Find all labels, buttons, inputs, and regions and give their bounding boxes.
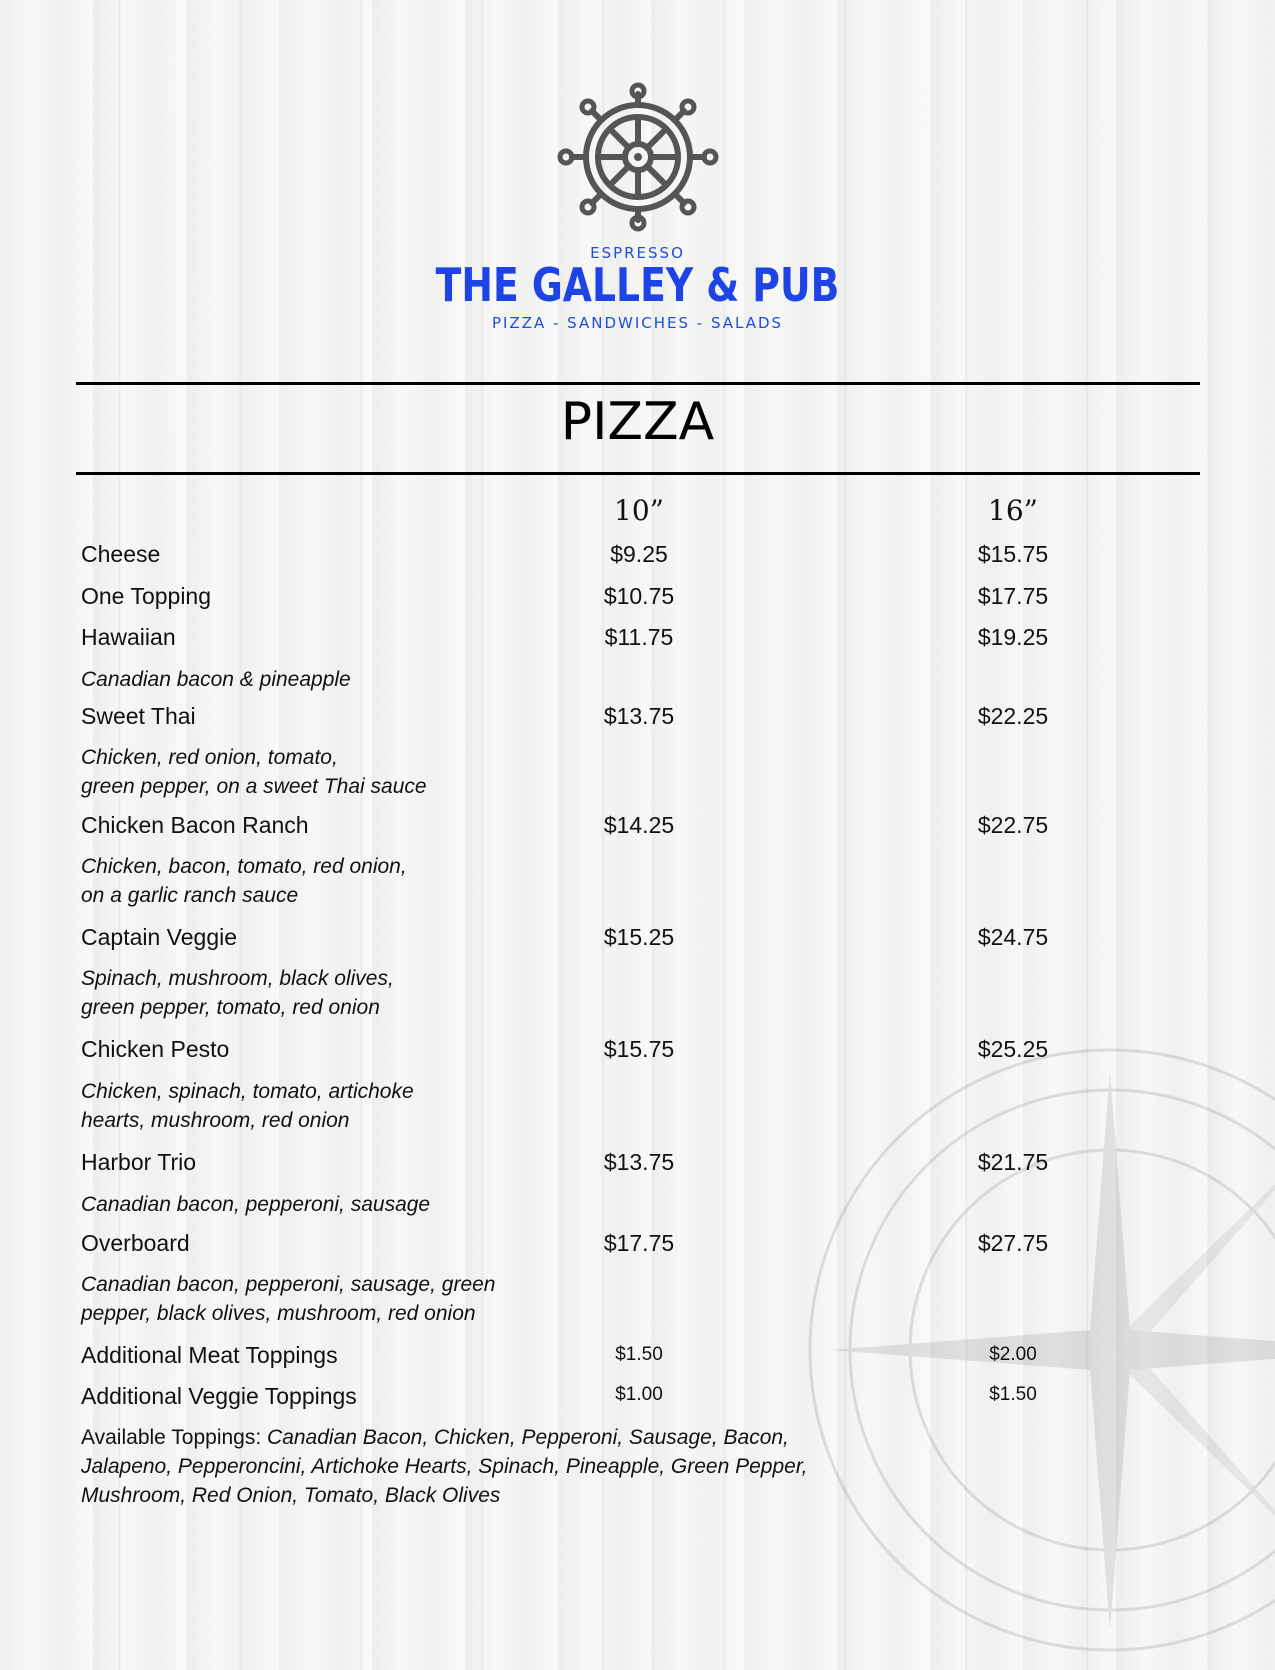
item-name: Overboard <box>81 1230 190 1256</box>
item-name: Chicken Pesto <box>81 1036 230 1062</box>
item-description: Canadian bacon & pineapple <box>81 668 351 691</box>
price-10: $13.75 <box>603 1149 675 1175</box>
item-name: Hawaiian <box>81 624 176 650</box>
price-16: $22.25 <box>977 703 1049 729</box>
ship-wheel-icon <box>550 82 726 232</box>
extra-price-16: $2.00 <box>989 1344 1037 1365</box>
divider-top <box>76 382 1200 385</box>
size-header-16: 16” <box>988 494 1038 527</box>
item-name: Chicken Bacon Ranch <box>81 812 309 838</box>
price-10: $10.75 <box>603 583 675 609</box>
price-16: $25.25 <box>977 1036 1049 1062</box>
section-title: PIZZA <box>560 392 715 452</box>
price-16: $22.75 <box>977 812 1049 838</box>
available-toppings <box>81 1423 881 1510</box>
item-description: Chicken, spinach, tomato, artichoke hearts, mushroom, red onion <box>81 1080 414 1132</box>
brand-name: THE GALLEY & PUB <box>435 258 840 312</box>
brand-tagline-top: ESPRESSO <box>590 244 685 262</box>
extra-price-16: $1.50 <box>989 1384 1037 1405</box>
price-16: $27.75 <box>977 1230 1049 1256</box>
item-description: Spinach, mushroom, black olives, green pepper, tomato, red onion <box>81 967 394 1019</box>
price-10: $15.25 <box>603 924 675 950</box>
price-10: $15.75 <box>603 1036 675 1062</box>
price-10: $11.75 <box>604 624 674 650</box>
item-description: Chicken, bacon, tomato, red onion, on a garlic ranch sauce <box>81 855 407 907</box>
extra-price-10: $1.50 <box>615 1344 663 1365</box>
price-10: $13.75 <box>603 703 675 729</box>
item-name: Captain Veggie <box>81 924 238 950</box>
available-toppings-list: Canadian Bacon, Chicken, Pepperoni, Sausage, Bacon, Jalapeno, Pepperoncini, Artichoke Hearts, Spinach, Pineapple, Green Pepper, Mushroom, Red Onion, Tomato, Black Olives <box>81 1426 808 1507</box>
size-header-10: 10” <box>614 494 664 527</box>
item-description: Chicken, red onion, tomato, green pepper, on a sweet Thai sauce <box>81 746 427 798</box>
item-name: Harbor Trio <box>81 1149 197 1175</box>
item-description: Canadian bacon, pepperoni, sausage, green pepper, black olives, mushroom, red onion <box>81 1273 496 1325</box>
price-10: $9.25 <box>610 541 668 567</box>
brand-tagline-bottom: PIZZA - SANDWICHES - SALADS <box>491 314 784 332</box>
item-name: One Topping <box>81 583 212 609</box>
price-16: $21.75 <box>977 1149 1049 1175</box>
extra-name: Additional Veggie Toppings <box>81 1383 357 1409</box>
price-16: $19.25 <box>977 624 1049 650</box>
price-16: $17.75 <box>977 583 1049 609</box>
price-10: $14.25 <box>603 812 675 838</box>
price-16: $24.75 <box>977 924 1049 950</box>
available-toppings-label: Available Toppings: <box>81 1426 268 1449</box>
item-name: Cheese <box>81 541 161 567</box>
item-name: Sweet Thai <box>81 703 196 729</box>
extra-name: Additional Meat Toppings <box>81 1342 338 1368</box>
divider-bottom <box>76 472 1200 475</box>
extra-price-10: $1.00 <box>615 1384 663 1405</box>
price-16: $15.75 <box>977 541 1049 567</box>
logo <box>0 82 1275 232</box>
price-10: $17.75 <box>603 1230 675 1256</box>
item-description: Canadian bacon, pepperoni, sausage <box>81 1193 431 1216</box>
